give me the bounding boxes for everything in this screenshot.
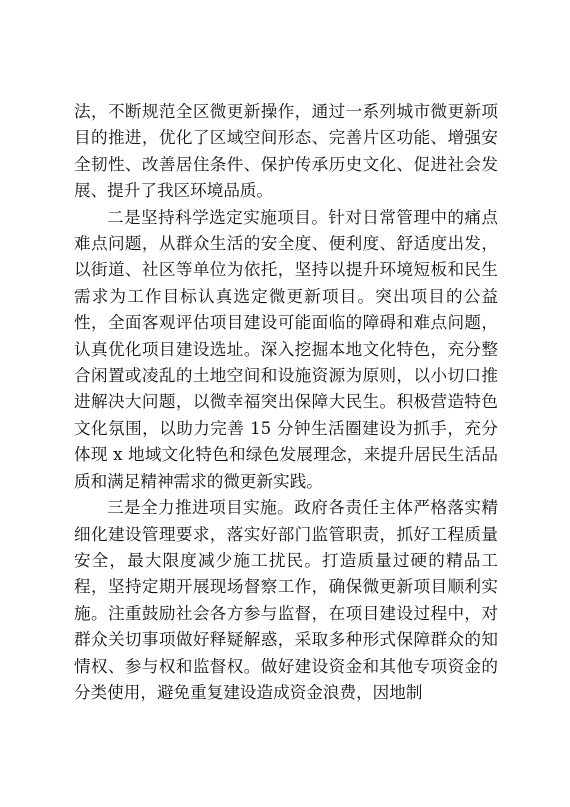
paragraph-continuation: 法，不断规范全区微更新操作，通过一系列城市微更新项目的推进，优化了区域空间形态、完善片区功能、增强安全韧性、改善居住条件、保护传承历史文化、促进社会发展、提升了我区环境品质。 [74,102,498,201]
paragraph-project-implementation: 三是全力推进项目实施。政府各责任主体严格落实精细化建设管理要求，落实好部门监管职责，抓好工程质量安全，最大限度减少施工扰民。打造质量过硬的精品工程，坚持定期开展现场督察工作，确保微更新项目顺利实施。注重鼓励社会各方参与监督，在项目建设过程中，对群众关切事项做好释疑解惑，采取多种形式保障群众的知情权、参与权和监督权。做好建设资金和其他专项资金的分类使用，避免重复建设造成资金浪费，因地制 [74,498,498,702]
paragraph-project-selection: 二是坚持科学选定实施项目。针对日常管理中的痛点难点问题，从群众生活的安全度、便利度、舒适度出发，以街道、社区等单位为依托，坚持以提升环境短板和民生需求为工作目标认真选定微更新项目。突出项目的公益性，全面客观评估项目建设可能面临的障碍和难点问题，认真优化项目建设选址。深入挖掘本地文化特色，充分整合闲置或凌乱的土地空间和设施资源为原则，以小切口推进解决大问题，以微幸福突出保障大民生。积极营造特色文化氛围，以助力完善 15 分钟生活圈建设为抓手，充分体现 x 地域文化特色和绿色发展理念，来提升居民生活品质和满足精神需求的微更新实践。 [74,207,498,491]
document-body [74,99,498,706]
